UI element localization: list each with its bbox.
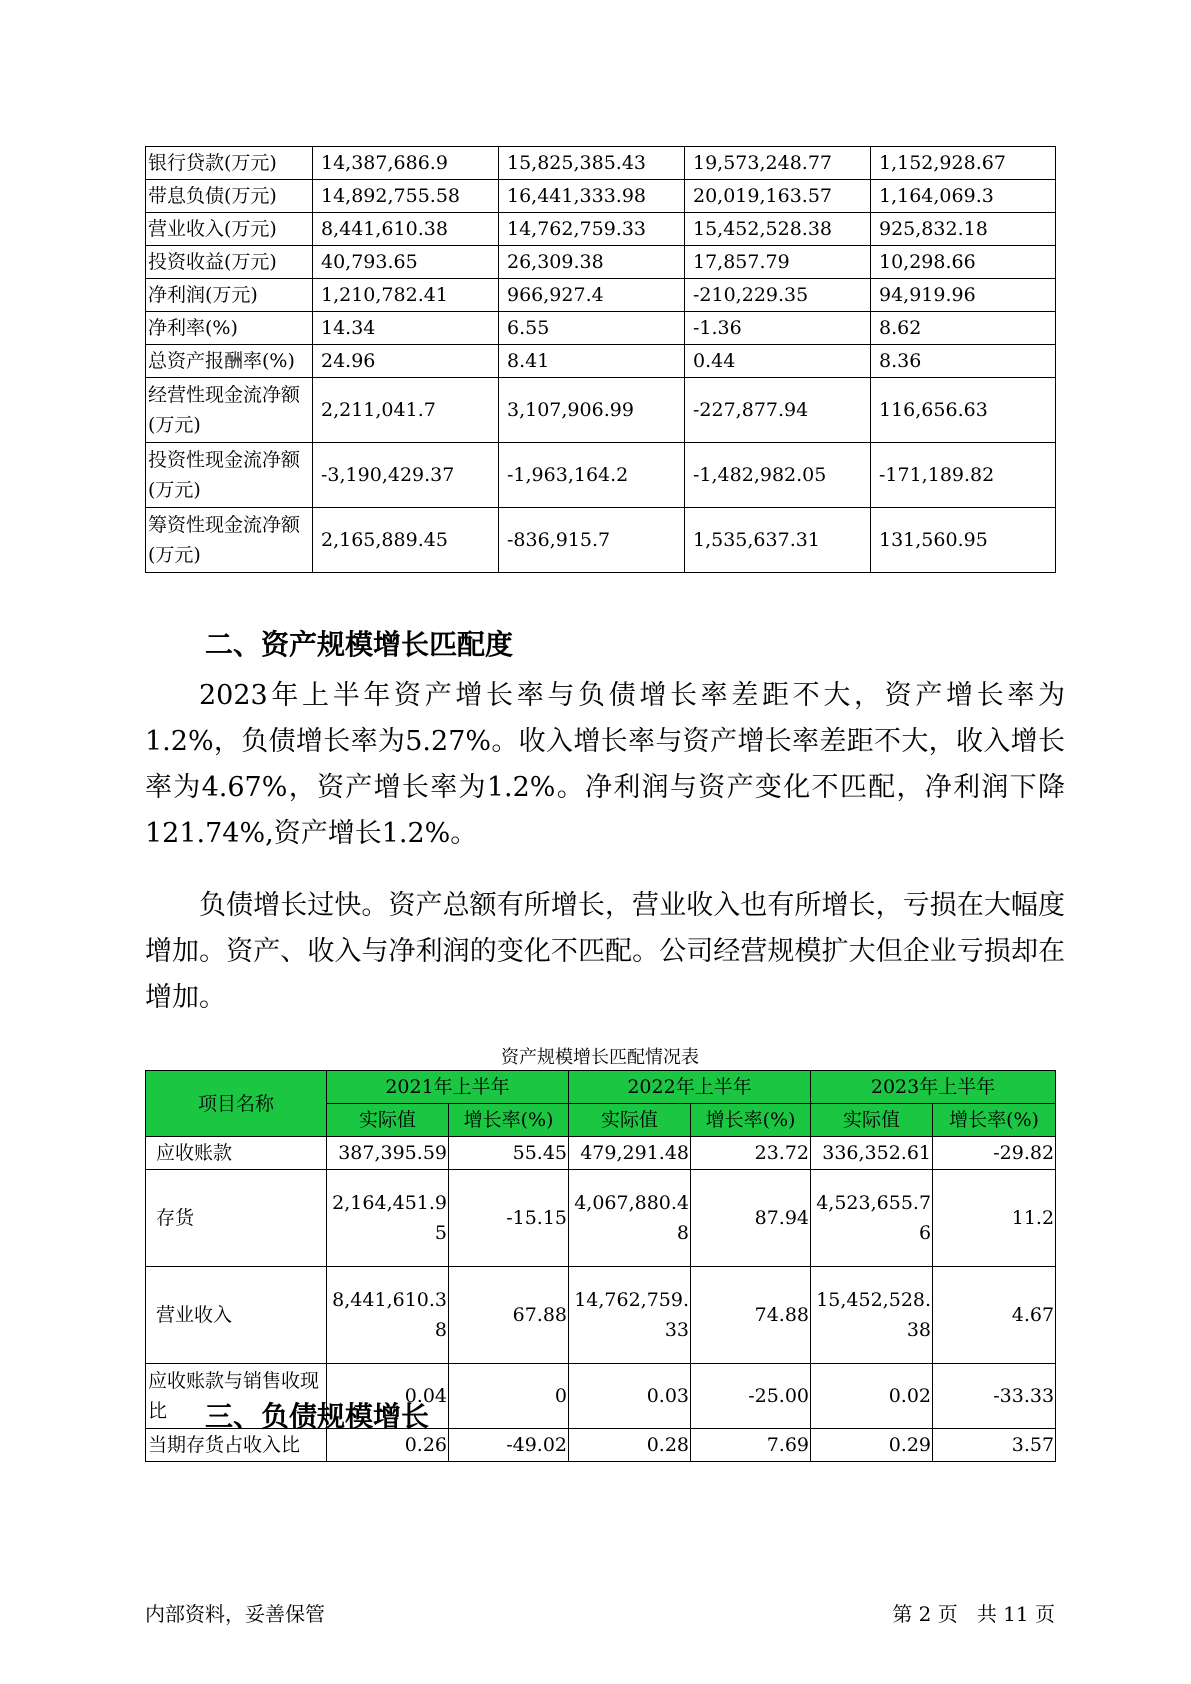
actual-value-cell: 0.02 [811,1364,933,1429]
value-cell: 116,656.63 [871,378,1056,443]
header-actual: 实际值 [569,1104,691,1137]
table-caption: 资产规模增长匹配情况表 [501,1047,699,1068]
value-cell: 1,152,928.67 [871,147,1056,180]
row-label: 投资性现金流净额(万元) [146,443,313,508]
value-cell: 19,573,248.77 [685,147,871,180]
value-cell: 1,164,069.3 [871,180,1056,213]
row-label: 存货 [146,1170,327,1267]
growth-rate-cell: 7.69 [691,1429,811,1462]
growth-rate-cell: -29.82 [933,1137,1056,1170]
growth-rate-cell: 23.72 [691,1137,811,1170]
value-cell: 2,211,041.7 [313,378,499,443]
value-cell: 2,165,889.45 [313,508,499,573]
value-cell: 925,832.18 [871,213,1056,246]
value-cell: -1,482,982.05 [685,443,871,508]
actual-value-cell: 0.29 [811,1429,933,1462]
growth-rate-cell: -49.02 [449,1429,569,1462]
header-actual: 实际值 [811,1104,933,1137]
actual-value-cell: 479,291.48 [569,1137,691,1170]
growth-rate-cell: -15.15 [449,1170,569,1267]
value-cell: 10,298.66 [871,246,1056,279]
table-row [146,213,1056,246]
row-label: 净利率(%) [146,312,313,345]
growth-rate-cell: -33.33 [933,1364,1056,1429]
actual-value-cell: 14,762,759.33 [569,1267,691,1364]
value-cell: 16,441,333.98 [499,180,685,213]
value-cell: -3,190,429.37 [313,443,499,508]
actual-value-cell: 15,452,528.38 [811,1267,933,1364]
value-cell: 14,762,759.33 [499,213,685,246]
growth-rate-cell: 67.88 [449,1267,569,1364]
value-cell: 8,441,610.38 [313,213,499,246]
value-cell: 14,892,755.58 [313,180,499,213]
value-cell: -1.36 [685,312,871,345]
actual-value-cell: 0.28 [569,1429,691,1462]
footer-confidential: 内部资料，妥善保管 [145,1602,325,1626]
value-cell: -836,915.7 [499,508,685,573]
growth-rate-cell: 3.57 [933,1429,1056,1462]
table-row [146,1170,1056,1267]
header-growth: 增长率(%) [449,1104,569,1137]
value-cell: 1,535,637.31 [685,508,871,573]
paragraph-growth-rates: 2023年上半年资产增长率与负债增长率差距不大，资产增长率为1.2%，负债增长率为5.27%。收入增长率与资产增长率差距不大，收入增长率为4.67%，资产增长率为1.2%。净利润与资产变化不匹配，净利润下降121.74%,资产增长1.2%。 [145,680,1065,849]
value-cell: 0.44 [685,345,871,378]
growth-rate-cell: -25.00 [691,1364,811,1429]
header-year-2021: 2021年上半年 [327,1071,569,1104]
header-year-2023: 2023年上半年 [811,1071,1056,1104]
table-row [146,1137,1056,1170]
value-cell: 14,387,686.9 [313,147,499,180]
growth-rate-cell: 11.2 [933,1170,1056,1267]
value-cell: 6.55 [499,312,685,345]
row-label: 带息负债(万元) [146,180,313,213]
table-row [146,180,1056,213]
row-label: 净利润(万元) [146,279,313,312]
actual-value-cell: 4,523,655.76 [811,1170,933,1267]
row-label: 营业收入 [146,1267,327,1364]
value-cell: 24.96 [313,345,499,378]
value-cell: 94,919.96 [871,279,1056,312]
actual-value-cell: 8,441,610.38 [327,1267,449,1364]
value-cell: 20,019,163.57 [685,180,871,213]
header-item-name: 项目名称 [146,1071,327,1137]
table-row [146,378,1056,443]
table-row [146,443,1056,508]
row-label: 当期存货占收入比 [146,1429,327,1462]
growth-rate-cell: 55.45 [449,1137,569,1170]
value-cell: 966,927.4 [499,279,685,312]
header-year-2022: 2022年上半年 [569,1071,811,1104]
actual-value-cell: 0.26 [327,1429,449,1462]
header-growth: 增长率(%) [691,1104,811,1137]
value-cell: -227,877.94 [685,378,871,443]
section-heading-asset-growth: 二、资产规模增长匹配度 [205,628,514,661]
row-label: 银行贷款(万元) [146,147,313,180]
value-cell: 15,825,385.43 [499,147,685,180]
value-cell: 8.62 [871,312,1056,345]
table-row [146,246,1056,279]
growth-rate-cell: 87.94 [691,1170,811,1267]
actual-value-cell: 387,395.59 [327,1137,449,1170]
actual-value-cell: 4,067,880.48 [569,1170,691,1267]
actual-value-cell: 0.03 [569,1364,691,1429]
value-cell: 15,452,528.38 [685,213,871,246]
row-label: 营业收入(万元) [146,213,313,246]
row-label: 投资收益(万元) [146,246,313,279]
financial-metrics-table [145,146,1056,573]
value-cell: 17,857.79 [685,246,871,279]
actual-value-cell: 2,164,451.95 [327,1170,449,1267]
value-cell: -210,229.35 [685,279,871,312]
value-cell: 3,107,906.99 [499,378,685,443]
growth-rate-cell: 4.67 [933,1267,1056,1364]
value-cell: -1,963,164.2 [499,443,685,508]
growth-rate-cell: 0 [449,1364,569,1429]
value-cell: 1,210,782.41 [313,279,499,312]
value-cell: 40,793.65 [313,246,499,279]
row-label: 应收账款 [146,1137,327,1170]
value-cell: -171,189.82 [871,443,1056,508]
row-label: 经营性现金流净额(万元) [146,378,313,443]
value-cell: 8.36 [871,345,1056,378]
row-label: 总资产报酬率(%) [146,345,313,378]
footer-page-number: 第 2 页 共 11 页 [892,1602,1055,1626]
value-cell: 131,560.95 [871,508,1056,573]
header-actual: 实际值 [327,1104,449,1137]
value-cell: 8.41 [499,345,685,378]
table-row [146,508,1056,573]
row-label: 筹资性现金流净额(万元) [146,508,313,573]
actual-value-cell: 336,352.61 [811,1137,933,1170]
row-label: 应收账款与销售收现比 [146,1364,327,1429]
growth-rate-cell: 74.88 [691,1267,811,1364]
value-cell: 26,309.38 [499,246,685,279]
section-heading-liability-growth: 三、负债规模增长 [205,1400,430,1433]
table-row [146,312,1056,345]
value-cell: 14.34 [313,312,499,345]
paragraph-conclusion: 负债增长过快。资产总额有所增长，营业收入也有所增长，亏损在大幅度增加。资产、收入与净利润的变化不匹配。公司经营规模扩大但企业亏损却在增加。 [145,890,1065,1013]
table-row [146,279,1056,312]
actual-value-cell: 0.04 [327,1364,449,1429]
table-row [146,345,1056,378]
table-row [146,147,1056,180]
table-row [146,1267,1056,1364]
header-growth: 增长率(%) [933,1104,1056,1137]
